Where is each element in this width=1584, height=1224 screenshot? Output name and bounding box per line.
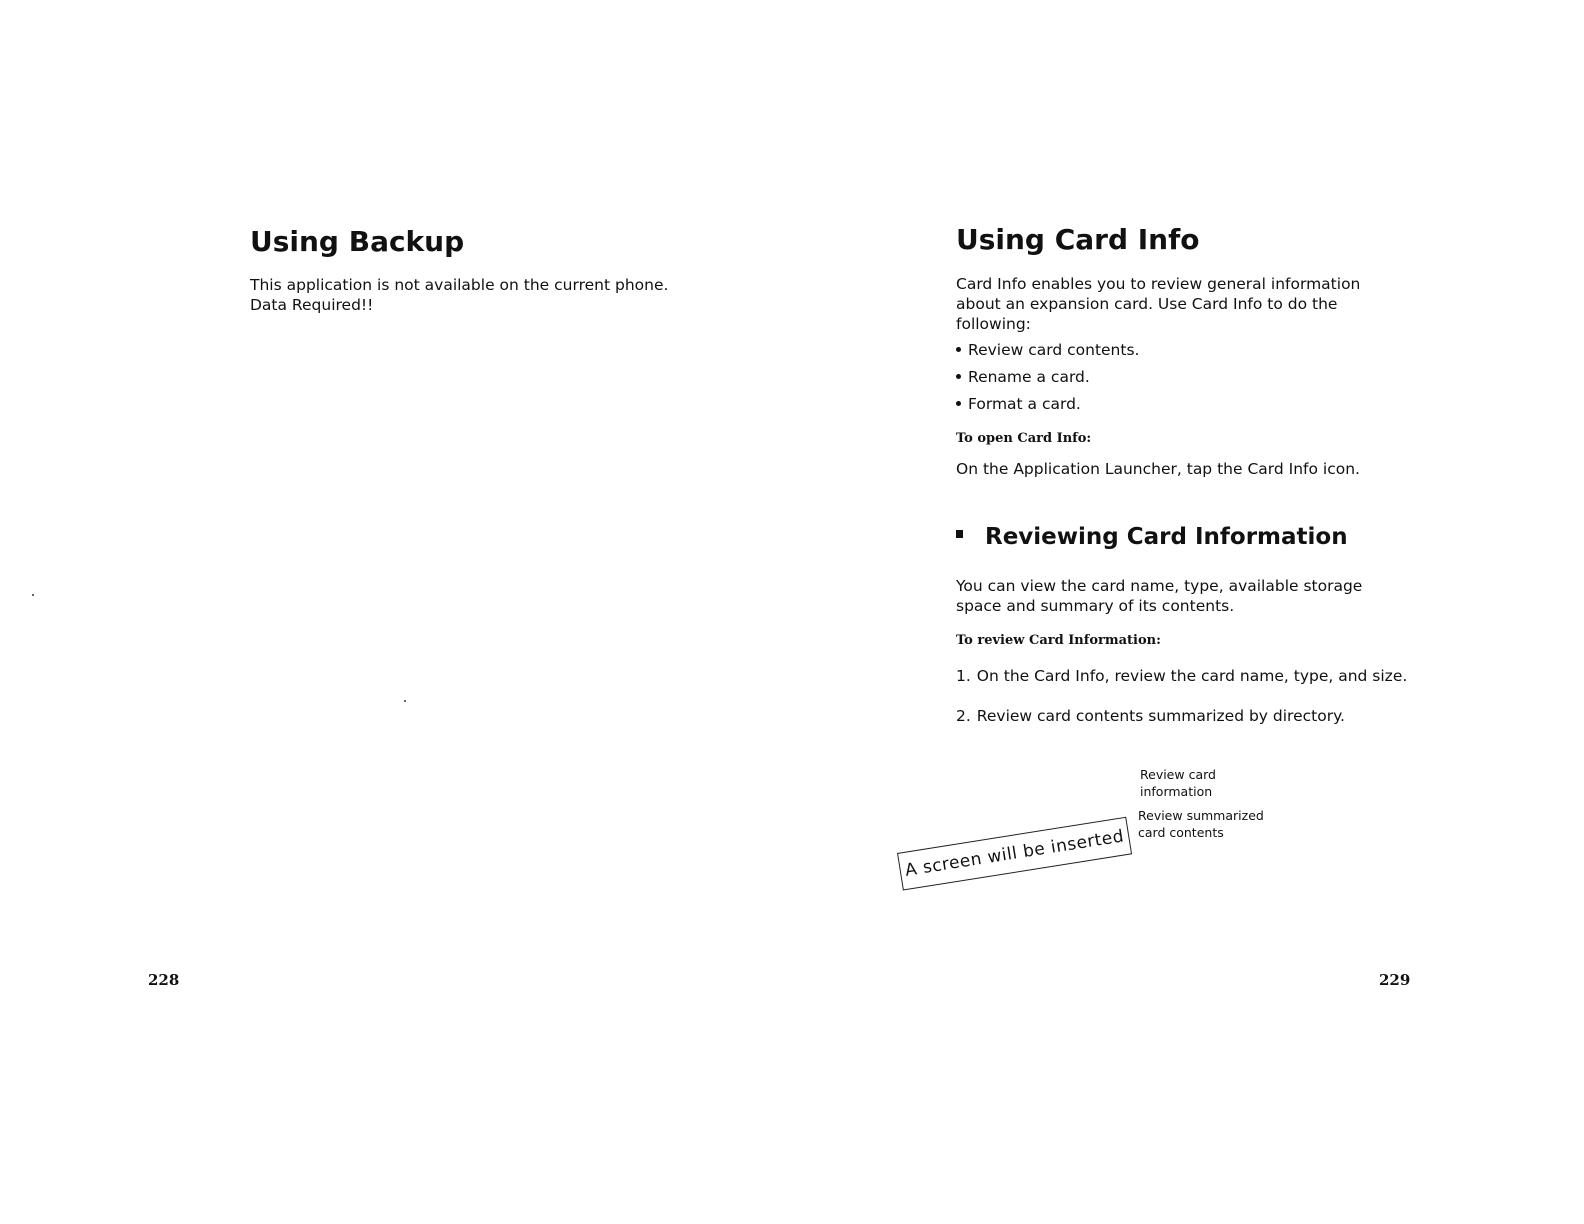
bullet-dot-icon <box>956 401 961 406</box>
instruction-line: On the Application Launcher, tap the Card Info icon. <box>956 460 1360 478</box>
bullet-text: Format a card. <box>968 395 1081 413</box>
intro-line: about an expansion card. Use Card Info to do the <box>956 295 1338 313</box>
step-number: 1. <box>956 667 971 685</box>
open-card-info-label: To open Card Info: <box>956 431 1092 446</box>
section-line: space and summary of its contents. <box>956 597 1235 615</box>
intro-line: Card Info enables you to review general information <box>956 275 1361 293</box>
screen-placeholder-box: A screen will be inserted <box>897 817 1132 891</box>
step-item <box>956 666 1407 686</box>
bullet-text: Rename a card. <box>968 368 1090 386</box>
callout-line: Review summarized <box>1138 808 1264 823</box>
bullet-item <box>954 367 1139 394</box>
callout-review-summarized-contents <box>1138 807 1264 841</box>
callout-review-card-information <box>1140 766 1216 800</box>
feature-bullet-list <box>954 340 1139 421</box>
step-text: Review card contents summarized by directory. <box>976 707 1345 725</box>
bullet-text: Review card contents. <box>968 341 1140 359</box>
scan-speck <box>404 700 406 702</box>
section-square-icon <box>956 530 963 538</box>
review-steps <box>956 666 1407 726</box>
right-page <box>792 0 1584 1224</box>
step-text: On the Card Info, review the card name, type, and size. <box>976 667 1408 685</box>
step-number: 2. <box>956 707 971 725</box>
intro-paragraph <box>956 274 1360 334</box>
step-item <box>956 706 1407 726</box>
scan-speck <box>32 594 34 596</box>
bullet-dot-icon <box>956 374 961 379</box>
bullet-item <box>954 394 1139 421</box>
bullet-item <box>954 340 1139 367</box>
callout-line: information <box>1140 784 1213 799</box>
callout-line: card contents <box>1138 825 1224 840</box>
intro-line: following: <box>956 315 1031 333</box>
section-line: You can view the card name, type, available storage <box>956 577 1363 595</box>
section-title: Reviewing Card Information <box>985 524 1348 550</box>
body-line: This application is not available on the current phone. <box>250 276 669 294</box>
bullet-dot-icon <box>956 347 961 352</box>
left-page-body <box>250 275 668 315</box>
body-line: Data Required!! <box>250 296 374 314</box>
right-page-title: Using Card Info <box>956 223 1200 256</box>
left-page-number: 228 <box>148 971 180 989</box>
review-card-info-label: To review Card Information: <box>956 633 1161 648</box>
callout-line: Review card <box>1140 767 1216 782</box>
open-card-info-instruction <box>956 459 1360 479</box>
section-paragraph <box>956 576 1362 616</box>
right-page-number: 229 <box>1379 971 1411 989</box>
left-page-title: Using Backup <box>250 225 465 258</box>
